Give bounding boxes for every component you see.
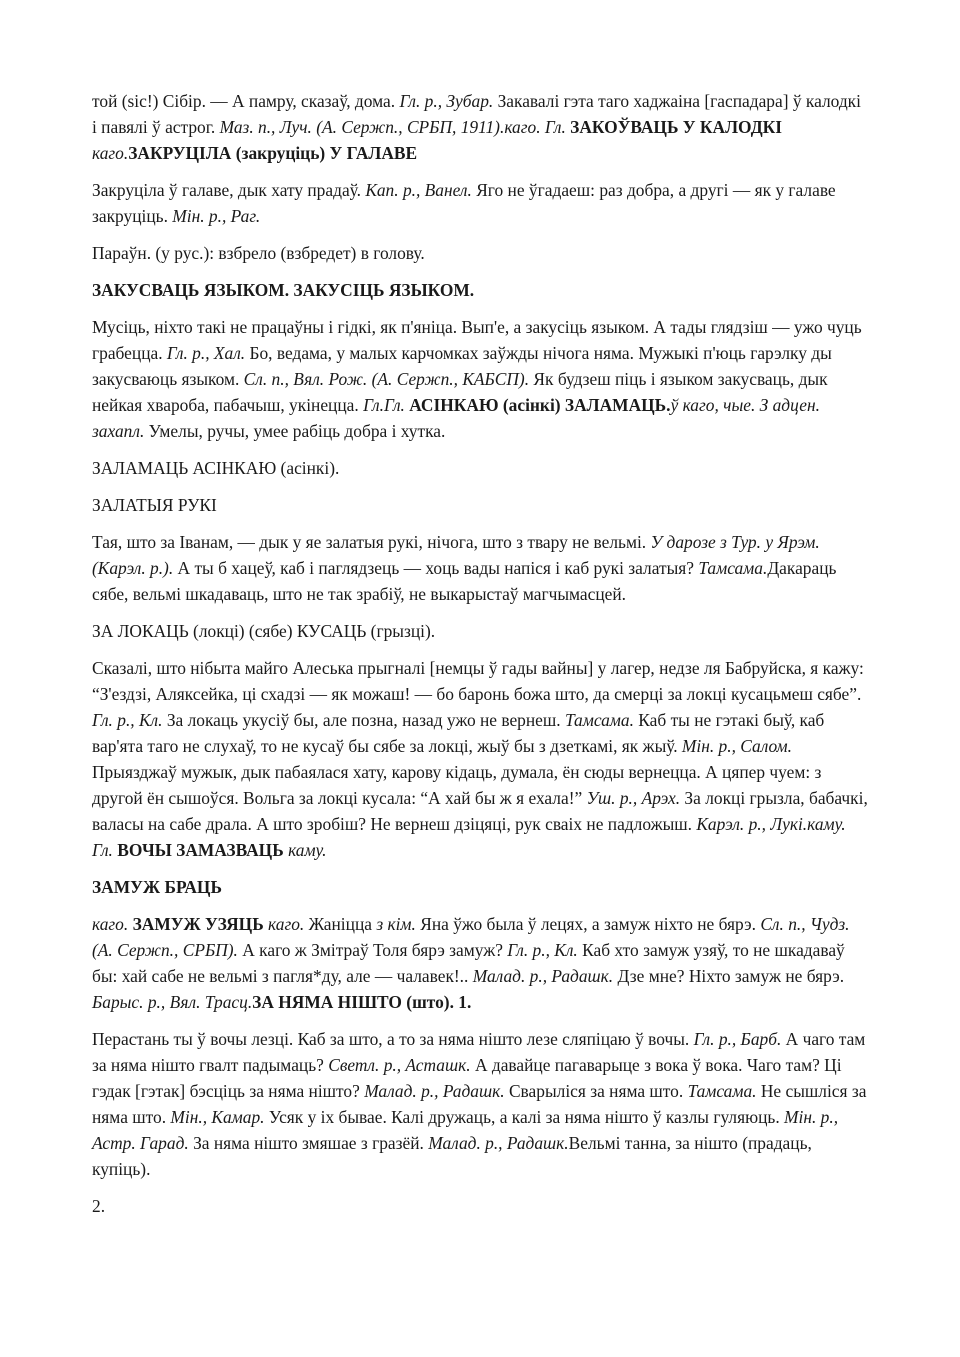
paragraph [92, 1026, 870, 1182]
entry-headword: ЗАМУЖ БРАЦЬ [92, 877, 222, 897]
paragraph [92, 874, 870, 900]
paragraph [92, 911, 870, 1015]
paragraph-text: А давайце пагаварыце з вока ў вока. Чаго там? Ці гэдак [гэтак] бэсціць за няма нішто? [92, 1055, 842, 1101]
source-reference: ў каго, чые. З адцен. захапл. [92, 395, 820, 441]
paragraph [92, 492, 870, 518]
source-reference: каму. [288, 840, 327, 860]
paragraph-text: 2. [92, 1196, 106, 1216]
paragraph-text: Перастань ты ў вочы лезці. Каб за што, а то за няма нішто лезе сляпіцаю ў вочы. [92, 1029, 694, 1049]
paragraph-text: А ты б хацеў, каб і паглядзець — хоць вады напіся і каб рукі залатыя? [173, 558, 699, 578]
paragraph-text: Дакараць сябе, вельмі шкадаваць, што не так зрабіў, не выкарыстаў магчымасцей. [92, 558, 837, 604]
paragraph-text: Закруціла ў галаве, дык хату прадаў. [92, 180, 366, 200]
paragraph-text: За локаць укусіў бы, але позна, назад ужо не вернеш. [162, 710, 565, 730]
source-reference: Гл. р., Кл. [92, 710, 163, 730]
paragraph-text: А каго ж Змітраў Толя бярэ замуж? [237, 940, 508, 960]
paragraph-text: Параўн. (у рус.): взбрело (взбредет) в голову. [92, 243, 425, 263]
source-reference: Мін. р., Салом. [681, 736, 792, 756]
paragraph-text: ЗАЛАТЫЯ РУКІ [92, 495, 217, 515]
source-reference: Карэл. р., Лукі.каму. Гл. [92, 814, 846, 860]
entry-headword: ЗАКУСВАЦЬ ЯЗЫКОМ. ЗАКУСІЦЬ ЯЗЫКОМ. [92, 280, 475, 300]
source-reference: У дарозе з Тур. у Ярэм. (Карэл. р.). [92, 532, 820, 578]
paragraph [92, 655, 870, 863]
source-reference: Маз. п., Луч. (А. Сержп., СРБП, 1911).каго. Гл. [219, 117, 566, 137]
paragraph-text: Сварыліся за няма што. [504, 1081, 688, 1101]
paragraph-text: той (sic!) Сібір. — А памру, сказаў, дома. [92, 91, 400, 111]
paragraph-text: Умелы, ручы, умее рабіць добра і хутка. [144, 421, 446, 441]
entry-headword: ЗАКРУЦІЛА (закруціць) У ГАЛАВЕ [128, 143, 418, 163]
paragraph-text: А чаго там за няма нішто гвалт падымаць? [92, 1029, 866, 1075]
entry-headword: ЗАМУЖ УЗЯЦЬ [132, 914, 264, 934]
paragraph-text: Мусіць, ніхто такі не працаўны і гідкі, як п'яніца. Вып'е, а закусіць языком. А тады глядзіш — ужо чуць грабецца. [92, 317, 862, 363]
paragraph [92, 314, 870, 444]
source-reference: Гл. р., Зубар. [399, 91, 494, 111]
paragraph-text: Закавалі гэта таго хаджаіна [гаспадара] ў калодкі і павялі ў астрог. [92, 91, 861, 137]
paragraph [92, 240, 870, 266]
paragraph-text: За няма нішто змяшае з гразёй. [188, 1133, 429, 1153]
paragraph [92, 529, 870, 607]
paragraph [92, 177, 870, 229]
source-reference: Малад. р., Радашк. [428, 1133, 569, 1153]
paragraph [92, 618, 870, 644]
source-reference: Барыс. р., Вял. Трасц. [92, 992, 253, 1012]
source-reference: Тамсама. [687, 1081, 757, 1101]
paragraph-text: Каб хто замуж узяў, то не шкадаваў бы: хай сабе не вельмі з пагля*ду, але — чалавек!.. [92, 940, 845, 986]
paragraph-text: Бо, ведама, у малых карчомках заўжды нічога няма. Мужыкі п'юць гарэлку ды закусваюць языком. [92, 343, 832, 389]
paragraph-text: Усяк у іх бывае. Калі дружаць, а калі за няма нішто ў казлы гуляюць. [264, 1107, 785, 1127]
source-reference: Кап. р., Ванел. [365, 180, 472, 200]
paragraph-text: ЗА ЛОКАЦЬ (локці) (сябе) КУСАЦЬ (грызці). [92, 621, 436, 641]
paragraph [92, 455, 870, 481]
paragraph-text: Як будзеш піць і языком закусваць, дык нейкая хвароба, пабачыш, укінецца. [92, 369, 828, 415]
entry-headword: ЗА НЯМА НІШТО (што). 1. [252, 992, 472, 1012]
document-page [92, 88, 870, 1230]
source-reference: з кім. [376, 914, 416, 934]
source-reference: Мін. р., Астр. Гарад. [92, 1107, 839, 1153]
source-reference: каго. [92, 914, 129, 934]
source-reference: Малад. р., Радашк. [364, 1081, 505, 1101]
paragraph-text: Жаніцца [304, 914, 377, 934]
source-reference: Сл. п., Чудз. (А. Сержп., СРБП). [92, 914, 850, 960]
paragraph [92, 277, 870, 303]
paragraph [92, 88, 870, 166]
source-reference: Малад. р., Радашк. [472, 966, 614, 986]
source-reference: Тамсама. [698, 558, 768, 578]
source-reference: Тамсама. [565, 710, 634, 730]
source-reference: Гл. р., Барб. [693, 1029, 782, 1049]
source-reference: Мін., Камар. [170, 1107, 265, 1127]
source-reference: Гл. р., Кл. [507, 940, 578, 960]
paragraph-text: За локці грызла, бабачкі, валасы на сабе драла. А што зробіш? Не вернеш дзіцяці, рук сваіх не падложыш. [92, 788, 868, 834]
entry-headword: АСІНКАЮ (асінкі) ЗАЛАМАЦЬ. [409, 395, 671, 415]
source-reference: Мін. р., Раг. [172, 206, 261, 226]
source-reference: каго. [92, 143, 129, 163]
paragraph-text: Вельмі танна, за нішто (прадаць, купіць). [92, 1133, 812, 1179]
paragraph-text: Дзе мне? Ніхто замуж не бярэ. [613, 966, 845, 986]
entry-headword: ЗАКОЎВАЦЬ У КАЛОДКІ [570, 117, 783, 137]
source-reference: Светл. р., Асташк. [328, 1055, 471, 1075]
paragraph-text: Не сышліся за няма што. [92, 1081, 867, 1127]
paragraph-text: ЗАЛАМАЦЬ АСІНКАЮ (асінкі). [92, 458, 340, 478]
paragraph-text: Тая, што за Іванам, — дык у яе залатыя рукі, нічога, што з твару не вельмі. [92, 532, 651, 552]
source-reference: Уш. р., Арэх. [586, 788, 681, 808]
source-reference: Гл.Гл. [363, 395, 405, 415]
paragraph-text: Прыязджаў мужык, дык пабаялася хату, карову кідаць, думала, ён сюды вернецца. А цяпер чуем: з другой ён сышоўся. Вольга за локці кусала: “А хай бы ж я ехала!” [92, 762, 822, 808]
paragraph [92, 1193, 870, 1219]
source-reference: каго. [268, 914, 305, 934]
source-reference: Гл. р., Хал. [166, 343, 246, 363]
paragraph-text: Сказалі, што нібыта майго Алеська прыгналі [немцы ў гады вайны] у лагер, недзе ля Бабруйска, я кажу: “З'ездзі, Аляксейка, ці схадзі — як можаш! — бо баронь божа што, да смерці за локці кусацьмеш сябе”. [92, 658, 864, 704]
source-reference: Сл. п., Вял. Рож. (А. Сержп., КАБСП). [243, 369, 530, 389]
entry-headword: ВОЧЫ ЗАМАЗВАЦЬ [117, 840, 284, 860]
paragraph-text: Яго не ўгадаеш: раз добра, а другі — як у галаве закруціць. [92, 180, 836, 226]
paragraph-text: Яна ўжо была ў лецях, а замуж ніхто не бярэ. [415, 914, 761, 934]
paragraph-text: Каб ты не гэтакі быў, каб вар'ята таго не слухаў, то не кусаў бы сябе за локці, жыў бы з дзеткамі, як жыў. [92, 710, 825, 756]
